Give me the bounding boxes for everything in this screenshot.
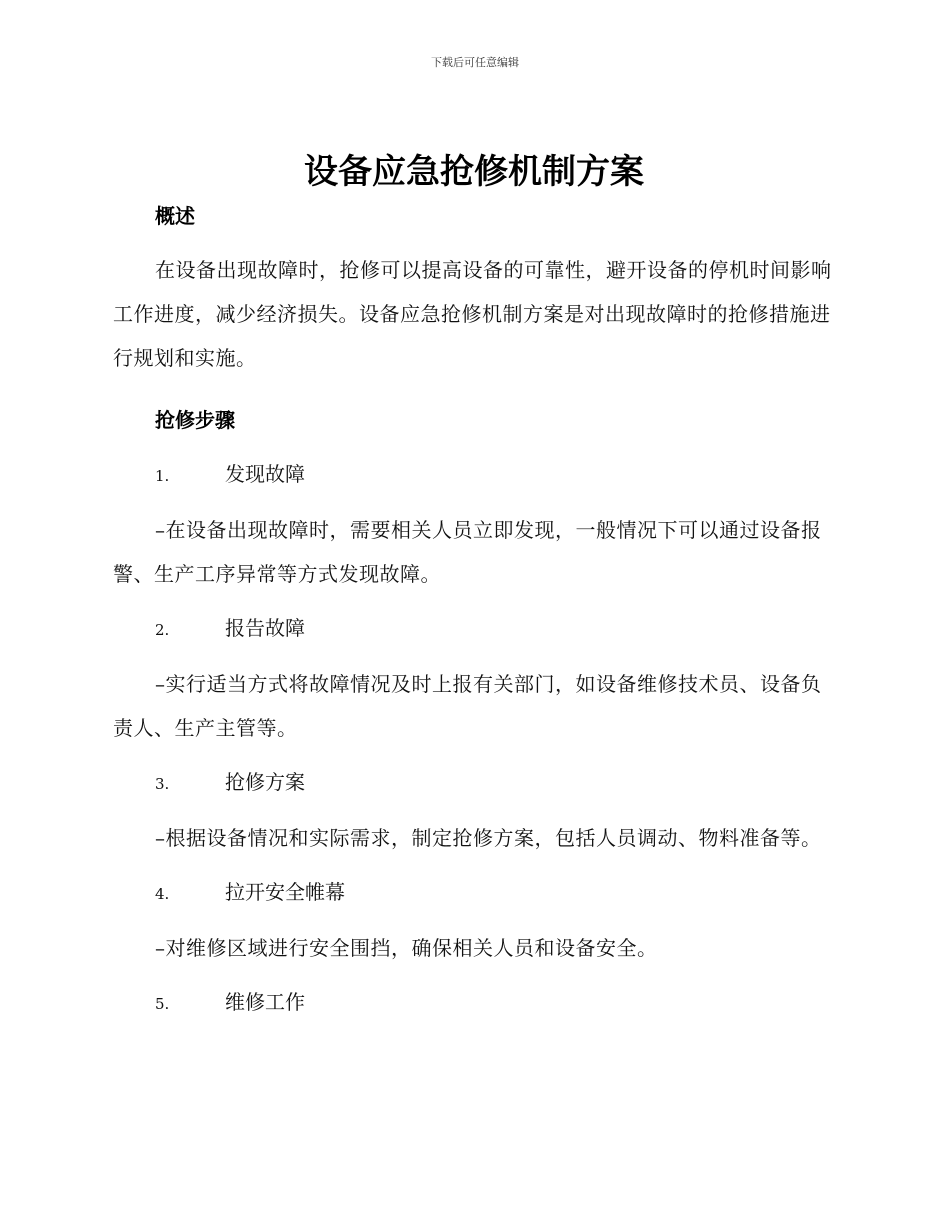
step-title: 拉开安全帷幕 <box>225 880 345 904</box>
step-title: 抢修方案 <box>225 770 305 794</box>
document-body <box>113 148 835 1018</box>
step-item-3 <box>113 768 835 798</box>
overview-heading: 概述 <box>155 204 195 228</box>
step-title: 发现故障 <box>225 462 305 486</box>
step-number: 3. <box>155 775 170 793</box>
step-number: 1. <box>155 467 170 485</box>
step-description-1: –在设备出现故障时，需要相关人员立即发现，一般情况下可以通过设备报警、生产工序异常等方式发现故障。 <box>113 518 822 586</box>
step-item-1 <box>113 460 835 490</box>
overview-paragraph: 在设备出现故障时，抢修可以提高设备的可靠性，避开设备的停机时间影响工作进度，减少经济损失。设备应急抢修机制方案是对出现故障时的抢修措施进行规划和实施。 <box>113 258 832 370</box>
step-number: 2. <box>155 621 170 639</box>
step-number: 4. <box>155 885 170 903</box>
step-description-2: –实行适当方式将故障情况及时上报有关部门，如设备维修技术员、设备负责人、生产主管等。 <box>113 672 822 740</box>
step-item-2 <box>113 614 835 644</box>
step-number: 5. <box>155 995 170 1013</box>
step-item-5 <box>113 988 835 1018</box>
step-description-4: –对维修区域进行安全围挡，确保相关人员和设备安全。 <box>155 936 658 960</box>
document-title: 设备应急抢修机制方案 <box>304 152 644 192</box>
step-item-4 <box>113 878 835 908</box>
step-title: 报告故障 <box>225 616 305 640</box>
header-note: 下载后可任意编辑 <box>431 56 519 69</box>
steps-heading: 抢修步骤 <box>155 408 235 432</box>
step-title: 维修工作 <box>225 990 305 1014</box>
step-description-3: –根据设备情况和实际需求，制定抢修方案，包括人员调动、物料准备等。 <box>155 826 822 850</box>
